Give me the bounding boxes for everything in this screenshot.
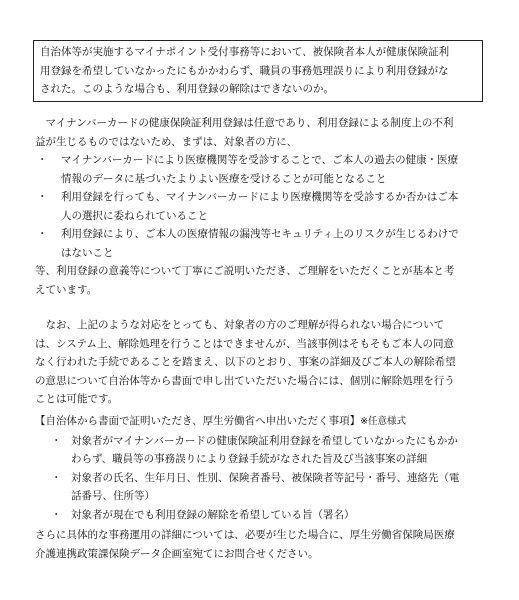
bullet-line: 対象者が現在でも利用登録の解除を希望している旨（署名） [71, 508, 355, 521]
bullet-line: 人の選択に委ねられていること [61, 209, 208, 222]
answer-line: なお、上記のような対応をとっても、対象者の方のご理解が得られない場合について [35, 319, 445, 331]
request-bullet-item [35, 506, 495, 525]
bullet-line: マイナンバーカードにより医療機関等を受診することで、ご本人の過去の健康・医療 [61, 154, 459, 166]
bullet-line: 情報のデータに基づいたよりよい医療を受けることが可能となること [61, 172, 387, 185]
bullet-marker: ・ [51, 471, 62, 484]
question-line: 用登録を希望していなかったにもかかわらず、職員の事務処理誤りにより利用登録がな [40, 64, 449, 77]
section-note: ※任意様式 [360, 416, 407, 427]
question-box [33, 40, 483, 102]
bullet-marker: ・ [37, 191, 48, 203]
question-line: 自治体等が実施するマイナポイント受付事務等において、被保険者本人が健康保険証利 [40, 46, 450, 58]
answer-line: の意思について自治体等から書面で申し出ていただいた場合には、個別に解除処理を行う [35, 374, 455, 387]
request-items-section [35, 412, 495, 524]
merit-bullet-list [35, 151, 495, 262]
bullet-marker: ・ [51, 434, 62, 447]
merit-bullet-item [35, 225, 495, 262]
section-title-text: 【自治体から書面で証明いただき、厚生労働省へ申出いただく事項】 [35, 415, 361, 427]
answer-line: ことは可能です。 [35, 393, 119, 405]
merit-bullet-item [35, 151, 495, 188]
answer-line: マイナンバーカードの健康保険証利用登録は任意であり、利用登録による制度上の不利 [35, 117, 454, 129]
bullet-marker: ・ [37, 154, 48, 166]
bullet-line: わらず、職員等の事務誤りにより登録手続がなされた旨及び当該事案の詳細 [71, 453, 428, 465]
answer-line: えています。 [35, 283, 98, 296]
merit-bullet-item [35, 188, 495, 225]
answer-line: なく行われた手続であることを踏まえ、以下のとおり、事案の詳細及びご本人の解除希望 [35, 356, 456, 368]
bullet-marker: ・ [51, 508, 62, 521]
contact-line: さらに具体的な事務運用の詳細については、必要が生じた場合に、厚生労働省保険局医療 [35, 529, 455, 541]
bullet-line: 話番号、住所等） [71, 490, 155, 502]
question-line: された。このような場合も、利用登録の解除はできないのか。 [40, 83, 334, 95]
bullet-line: 利用登録を行っても、マイナンバーカードにより医療機関等を受診するか否かはご本 [61, 191, 459, 203]
request-bullet-item [35, 469, 495, 506]
contact-line: 介護連携政策課保険データ企画室宛てにお問合せください。 [35, 547, 319, 560]
answer-paragraph-1 [35, 114, 495, 299]
bullet-line: 対象者がマイナンバーカードの健康保険証利用登録を希望していなかったにもかか [71, 434, 458, 447]
answer-line: は、システム上、解除処理を行うことはできませんが、当該事例はそもそもご本人の同意 [35, 337, 454, 350]
answer-line: 等、利用登録の意義等について丁寧にご説明いただき、ご理解をいただくことが基本と考 [35, 265, 455, 277]
answer-line: 益が生じるものではないため、まずは、対象者の方に、 [35, 135, 298, 148]
request-bullet-list [35, 432, 495, 525]
section-title [35, 412, 495, 432]
bullet-marker: ・ [37, 228, 48, 240]
bullet-line: はないこと [61, 246, 114, 259]
bullet-line: 利用登録により、ご本人の医療情報の漏洩等セキュリティ上のリスクが生じるわけで [61, 228, 459, 240]
answer-paragraph-2 [35, 316, 495, 409]
request-bullet-item [35, 432, 495, 469]
bullet-line: 対象者の氏名、生年月日、性別、保険者番号、被保険者等記号・番号、連絡先（電 [71, 471, 460, 484]
contact-paragraph [35, 526, 495, 563]
